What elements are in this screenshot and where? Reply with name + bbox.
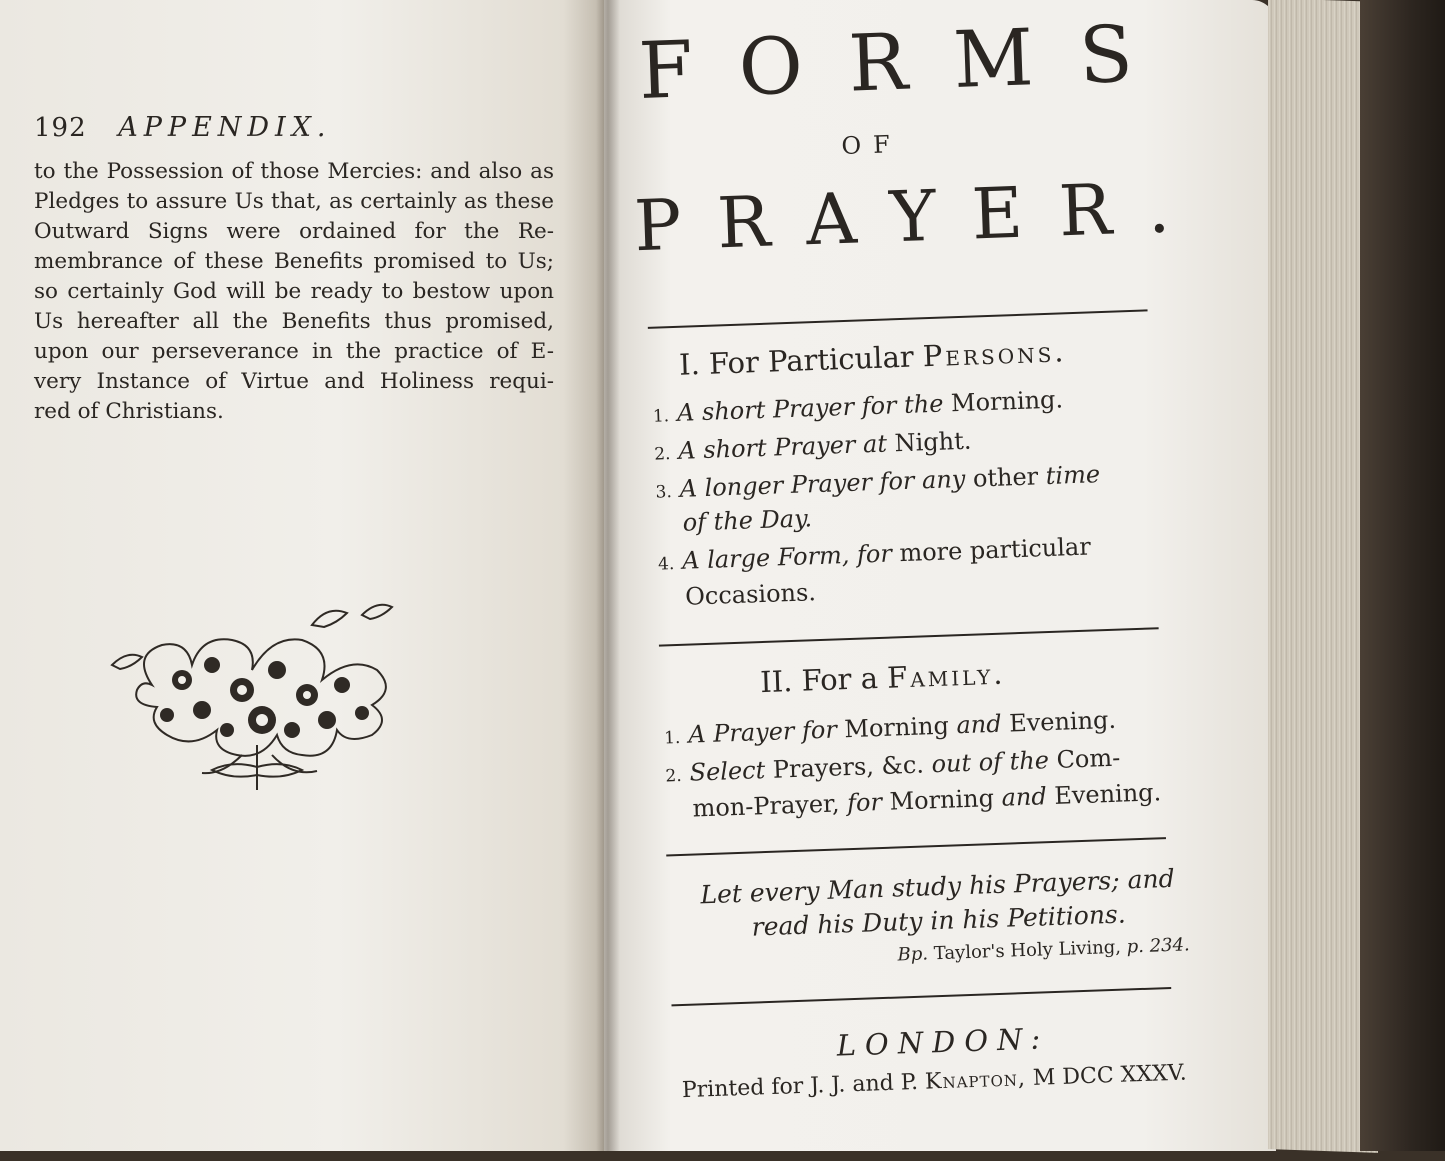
item-text: for <box>846 787 883 818</box>
running-title: APPENDIX. <box>118 112 332 143</box>
item-text: more particular <box>898 532 1092 568</box>
item-text: Com- <box>1056 743 1121 774</box>
body-line: Us hereafter all the Benefits thus promised, <box>34 309 554 334</box>
body-line: membrance of these Benefits promised to Us; <box>34 249 554 274</box>
item-text: Evening. <box>1008 705 1117 738</box>
title-prayer: PRAYER. <box>632 165 1208 268</box>
divider-rule <box>659 627 1159 646</box>
imprint-printer: Knapton, <box>924 1066 1027 1095</box>
item-text: and <box>955 709 1003 740</box>
citation-abbrev: Bp. <box>897 943 929 966</box>
section-smallcaps: Persons. <box>922 334 1068 374</box>
item-text: A longer Prayer for any <box>679 464 966 503</box>
imprint-line <box>664 1060 1205 1104</box>
section-smallcaps: Family. <box>886 656 1007 695</box>
body-line: so certainly God will be ready to bestow upon <box>34 279 554 304</box>
item-text: out of the <box>931 746 1050 779</box>
item-number: 3. <box>655 482 673 503</box>
item-text: A short Prayer at <box>677 429 888 465</box>
item-number: 2. <box>665 765 683 787</box>
item-number: 4. <box>657 554 675 575</box>
divider-rule <box>671 987 1171 1006</box>
epigraph-citation <box>820 934 1191 968</box>
body-line: very Instance of Virtue and Holiness requi- <box>34 369 554 394</box>
citation-text: Taylor's Holy Living, <box>933 936 1122 965</box>
left-body-text <box>34 157 554 427</box>
item-text: Prayers, &c. <box>772 750 925 784</box>
title-page <box>587 0 1299 1161</box>
divider-rule <box>648 309 1148 328</box>
item-number: 2. <box>653 444 671 465</box>
list-item-continuation: Occasions. <box>684 578 817 611</box>
section-heading-persons <box>679 334 1067 382</box>
item-text: A Prayer for <box>687 715 838 749</box>
epigraph-line: Let every Man study his Prayers; and <box>699 863 1176 910</box>
title-of: OF <box>840 129 903 160</box>
page-number: 192 <box>34 113 87 143</box>
item-text: other <box>972 462 1039 493</box>
floral-ornament-icon <box>92 595 422 805</box>
item-text: Morning. <box>950 385 1064 418</box>
section-numeral: I. For Particular <box>678 339 915 382</box>
body-line: red of Christians. <box>34 399 224 424</box>
divider-rule <box>666 837 1166 856</box>
item-text: mon-Prayer, <box>692 789 840 823</box>
item-number: 1. <box>652 406 670 427</box>
book-cover <box>1360 0 1445 1151</box>
imprint-year: M DCC XXXV. <box>1032 1060 1188 1091</box>
section-numeral: II. For a <box>759 661 879 700</box>
body-line: upon our perseverance in the practice of E- <box>34 339 554 364</box>
item-text: Morning <box>843 711 950 744</box>
imprint-text: Printed for J. J. and P. <box>681 1069 919 1104</box>
body-line: Pledges to assure Us that, as certainly as these <box>34 189 554 214</box>
imprint-city: LONDON: <box>836 1021 1050 1063</box>
item-text: A large Form, for <box>681 539 893 575</box>
body-line: to the Possession of those Mercies: and also as <box>34 159 554 184</box>
citation-page: p. 234. <box>1126 934 1191 958</box>
item-text: time <box>1045 460 1101 491</box>
title-forms: FORMS <box>637 8 1181 117</box>
item-text: and <box>1001 782 1048 812</box>
item-text: Select <box>689 756 766 787</box>
section-heading-family <box>760 657 1006 700</box>
item-text: Morning <box>889 784 995 816</box>
running-head <box>34 112 554 143</box>
body-line: Outward Signs were ordained for the Re- <box>34 219 554 244</box>
epigraph-line: read his Duty in his Petitions. <box>751 899 1127 942</box>
item-text: Evening. <box>1053 778 1162 810</box>
item-number: 1. <box>663 727 681 749</box>
item-text: Night. <box>894 426 972 458</box>
item-text: A short Prayer for the <box>676 389 944 427</box>
list-item-continuation: of the Day. <box>682 504 813 537</box>
